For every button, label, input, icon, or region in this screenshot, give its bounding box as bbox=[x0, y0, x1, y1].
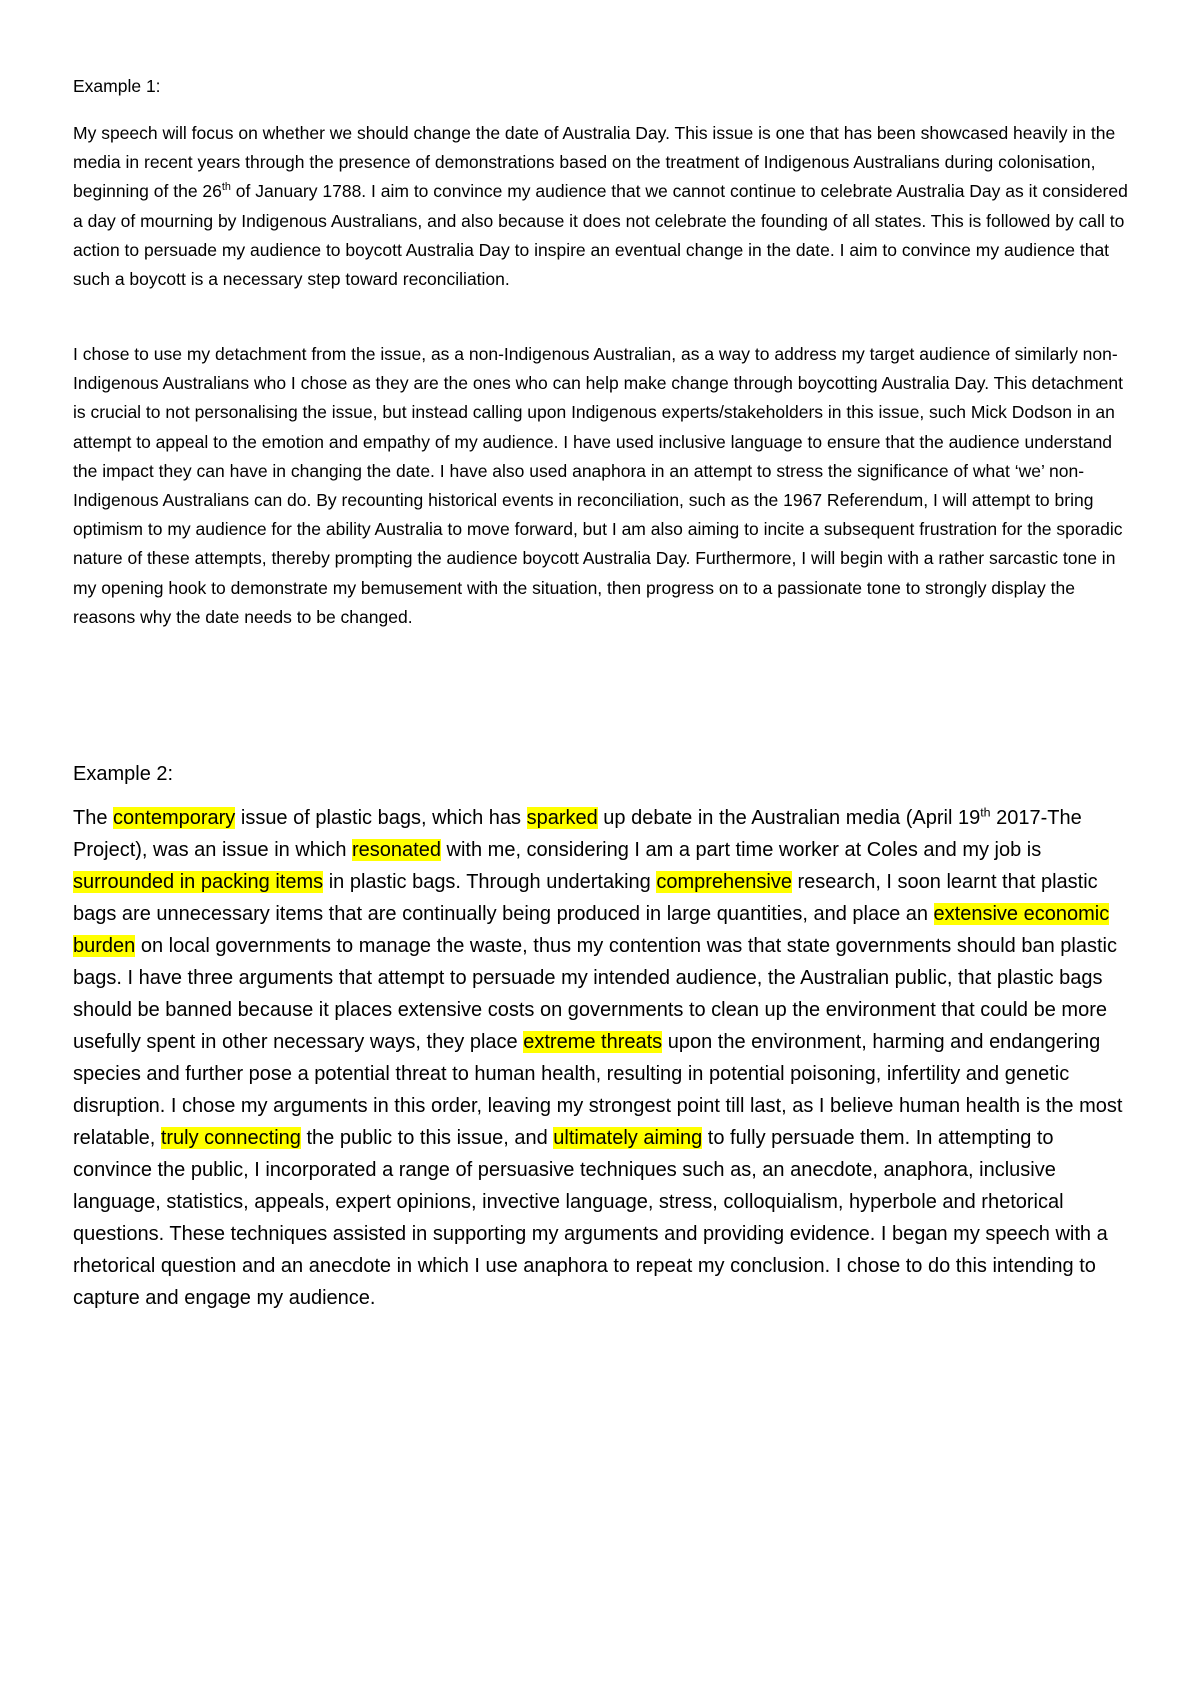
paragraph-text: the public to this issue, and bbox=[300, 1127, 554, 1149]
example-2-heading: Example 2: bbox=[73, 763, 174, 785]
example-1-paragraph-2: I chose to use my detachment from the issue, as a non-Indigenous Australian, as a way to address my target audience of similarly non-Indigenous Australians who I chose as they are the ones who can help make change through boycotting Australia Day. This detachment is crucial to not personalising the issue, but instead calling upon Indigenous experts/stakeholders in this issue, such Mick Dodson in an attempt to appeal to the emotion and empathy of my audience. I have used inclusive language to ensure that the audience understand the impact they can have in changing the date. I have also used anaphora in an attempt to stress the significance of what ‘we’ non-Indigenous Australians can do. By recounting historical events in reconciliation, such as the 1967 Referendum, I will attempt to bring optimism to my audience for the ability Australia to move forward, but I am also aiming to incite a subsequent frustration for the sporadic nature of these attempts, thereby prompting the audience boycott Australia Day. Furthermore, I will begin with a rather sarcastic tone in my opening hook to demonstrate my bemusement with the situation, then progress on to a passionate tone to strongly display the reasons why the date needs to be changed. bbox=[73, 344, 1123, 627]
highlighted-word: surrounded in packing items bbox=[73, 871, 324, 893]
highlighted-word: extensive economic burden bbox=[73, 903, 1110, 957]
highlighted-word: extreme threats bbox=[523, 1031, 663, 1053]
example-1-paragraph-1-text-a: My speech will focus on whether we should change the date of Australia Day. This issue is one that has been showcased heavily in the media in recent years through the presence of demonstrations based on the treatment of Indigenous Australians during colonisation, beginning of the 26 bbox=[73, 123, 1116, 202]
paragraph-text: upon the environment, harming and endangering species and further pose a potential threat to human health, resulting in potential poisoning, infertility and genetic disruption. I chose my arguments in this order, leaving my strongest point till last, as I believe human health is the most relatable, bbox=[73, 1031, 1123, 1149]
example-2-paragraph bbox=[73, 802, 1138, 1314]
paragraph-text: issue of plastic bags, which has bbox=[235, 807, 527, 829]
example-1-heading: Example 1: bbox=[73, 76, 161, 96]
paragraph-text: up debate in the Australian media (April 19 bbox=[597, 807, 981, 829]
example-1-paragraph-1 bbox=[73, 119, 1138, 294]
paragraph-text: The bbox=[73, 807, 114, 829]
highlighted-word: resonated bbox=[352, 839, 441, 861]
paragraph-text: on local governments to manage the waste, thus my contention was that state governments should ban plastic bags. I have three arguments that attempt to persuade my intended audience, the Australian public, that plastic bags should be banned because it places extensive costs on governments to clean up the environment that could be more usefully spent in other necessary ways, they place bbox=[73, 935, 1117, 1053]
example-1-paragraph-1-text-b: of January 1788. I aim to convince my audience that we cannot continue to celebrate Australia Day as it considered a day of mourning by Indigenous Australians, and also because it does not celebrate the founding of all states. This is followed by call to action to persuade my audience to boycott Australia Day to inspire an eventual change in the date. I aim to convince my audience that such a boycott is a necessary step toward reconciliation. bbox=[73, 181, 1128, 290]
paragraph-text: to fully persuade them. In attempting to convince the public, I incorporated a range of persuasive techniques such as, an anecdote, anaphora, inclusive language, statistics, appeals, expert opinions, invective language, stress, colloquialism, hyperbole and rhetorical questions. These techniques assisted in supporting my arguments and providing evidence. I began my speech with a rhetorical question and an anecdote in which I use anaphora to repeat my conclusion. I chose to do this intending to capture and engage my audience. bbox=[73, 1127, 1108, 1309]
highlighted-word: truly connecting bbox=[160, 1127, 301, 1149]
superscript-ordinal: th bbox=[221, 181, 231, 194]
paragraph-text: 2017-The Project), was an issue in which bbox=[73, 807, 1082, 861]
paragraph-text: research, I soon learnt that plastic bags are unnecessary items that are continually being produced in large quantities, and place an bbox=[73, 871, 1098, 925]
highlighted-word: comprehensive bbox=[656, 871, 792, 893]
paragraph-text: in plastic bags. Through undertaking bbox=[323, 871, 657, 893]
highlighted-word: ultimately aiming bbox=[553, 1127, 703, 1149]
superscript-ordinal: th bbox=[980, 805, 991, 820]
highlighted-word: contemporary bbox=[113, 807, 236, 829]
highlighted-word: sparked bbox=[526, 807, 598, 829]
paragraph-text: with me, considering I am a part time worker at Coles and my job is bbox=[440, 839, 1042, 861]
